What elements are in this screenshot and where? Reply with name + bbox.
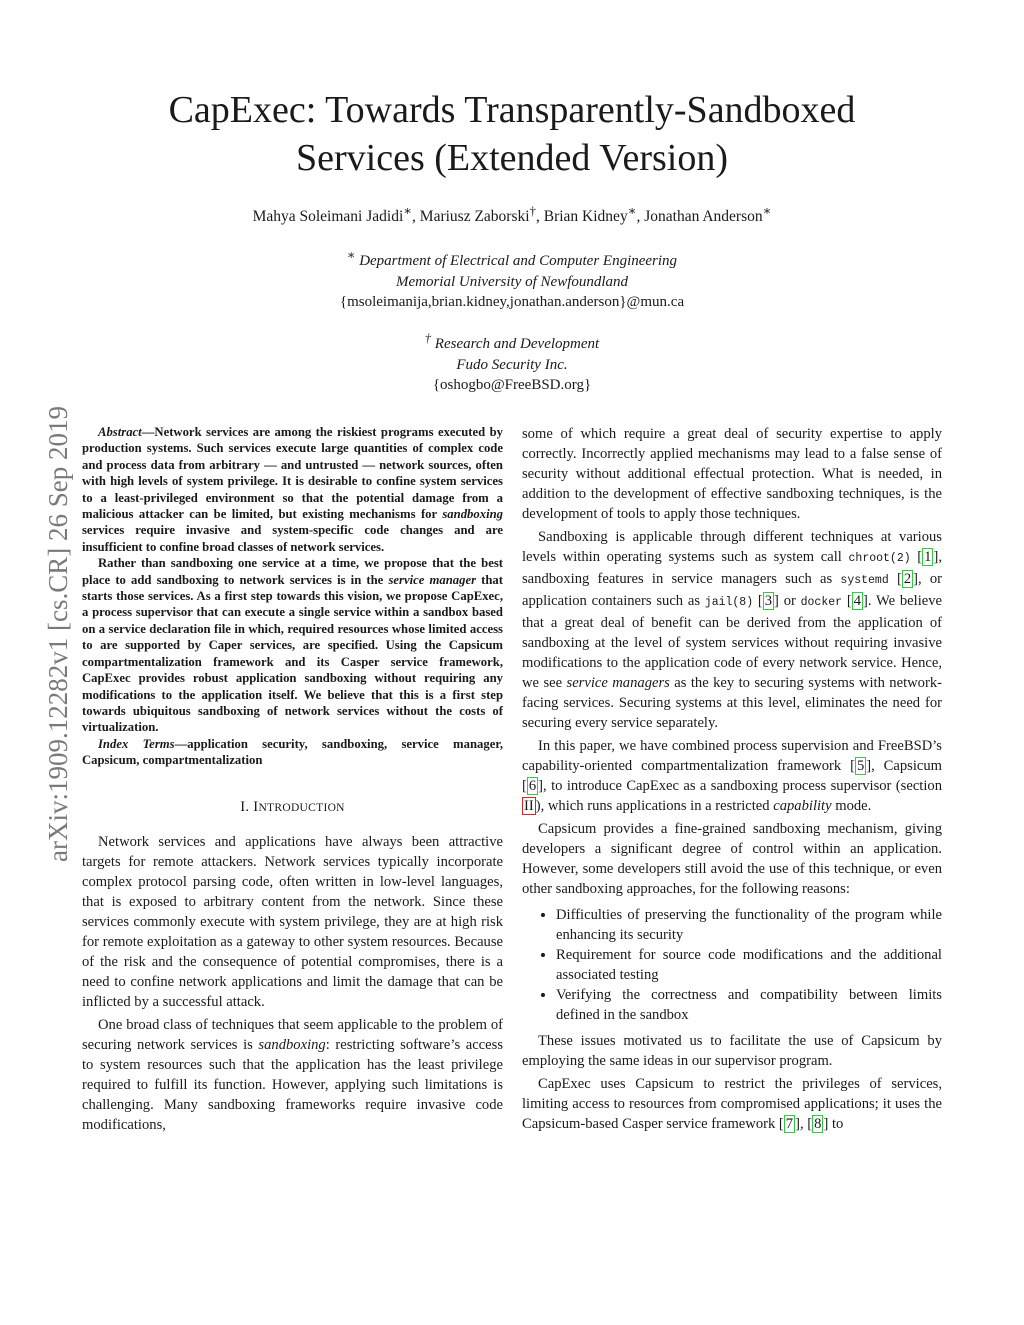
author-1: Mahya Soleimani Jadidi xyxy=(252,208,404,226)
arxiv-stamp: arXiv:1909.12282v1 [cs.CR] 26 Sep 2019 xyxy=(43,406,73,862)
right-paragraph-1: some of which require a great deal of security expertise to apply correctly. Incorrectly applied mechanisms may lead to a false sense of security without additional effectual protection. What is needed, in addition to the development of effective sandboxing techniques, is the development of tools to apply those techniques. xyxy=(522,426,942,522)
abstract: Abstract—Network services are among the riskiest programs executed by production systems. Such services execute large quantities of complex code and process data from arbitrary — and untrusted — network sources, often with high levels of system privilege. It is desirable to confine system services to a least-privileged environment so that the potential damage from a malicious attacker can be limited, but existing mechanisms for sandboxing services require invasive and system-specific code changes and are insufficient to confine broad classes of network services. Rather than sandboxing one service at a time, we propose that the best place to add sandboxing to network services is in the service manager that starts those services. As a first step towards this vision, we propose CapExec, a process supervisor that can execute a single service within a sandbox based on a service declaration file in which, required resources whose limited access to are supported by Caper services, are specified. Using the Capsicum compartmentalization framework and its Casper service framework, CapExec provides robust application sandboxing without requiring any modifications to the application itself. We believe that this is a first step towards ubiquitous sandboxing of network services without the costs of virtualization. Index Terms—application security, sandboxing, service manager, Capsicum, compartmentalization xyxy=(82,425,503,768)
citation-link[interactable]: 1 xyxy=(924,549,932,565)
right-paragraph-6: CapExec uses Capsicum to restrict the privileges of services, limiting access to resources from compromised applications; it uses the Capsicum-based Casper service framework [ 7 ], [ 8 ] to xyxy=(522,1076,942,1132)
list-item: • Requirement for source code modifications and the additional associated testing xyxy=(556,945,942,985)
affiliation-2-org: Fudo Security Inc. xyxy=(456,356,568,373)
left-column xyxy=(82,424,503,1135)
affiliation-1-univ: Memorial University of Newfoundland xyxy=(395,273,629,290)
right-column xyxy=(522,424,942,1134)
abstract-label: Abstract xyxy=(98,425,142,439)
list-item: • Difficulties of preserving the functionality of the program while enhancing its security xyxy=(556,905,942,945)
title-line-1: CapExec: Towards Transparently-Sandboxed xyxy=(168,89,856,131)
affiliation-1-dept: Department of Electrical and Computer Engineering xyxy=(359,253,678,269)
citation-link[interactable]: 3 xyxy=(764,593,773,609)
affiliation-1: ∗ Department of Electrical and Computer Engineering Memorial University of Newfoundland {msoleimanija,brian.kidney,jonathan.anderson}@mun.ca xyxy=(100,245,924,313)
citation-link[interactable]: 8 xyxy=(814,1116,822,1132)
author-list: Mahya Soleimani Jadidi∗, Mariusz Zaborski†, Brian Kidney∗, Jonathan Anderson∗ xyxy=(252,203,772,226)
list-item: • Verifying the correctness and compatibility between limits defined in the sandbox xyxy=(556,985,942,1025)
affiliation-1-email: {msoleimanija,brian.kidney,jonathan.anderson}@mun.ca xyxy=(339,294,685,310)
intro-paragraph-1: Network services and applications have always been attractive targets for remote attackers. Network services typically incorporate complex protocol parsing code, often written in low-level languages, that is exposed to arbitrary content from the network. Since these services commonly execute with system privilege, they are at high risk for remote exploitation as a gateway to other system resources. Because of the risk and the consequence of potential compromises, there is a need to confine network applications and limit the damage that can be inflicted by a successful attack. xyxy=(82,833,503,1010)
reasons-list xyxy=(522,905,942,1025)
author-3: Brian Kidney xyxy=(543,208,628,226)
right-paragraph-2: Sandboxing is applicable through different techniques at various levels within operating systems such as system call chroot(2) [ 1 ], sandboxing features in service managers such as systemd [ 2 ], or application containers such as jail(8) [ 3 ] or docker [ 4 ]. We believe that a great deal of benefit can be derived from the application of sandboxing at the level of system services without requiring invasive modifications to the application code of every network service. Hence, we see service managers as the key to securing systems with network-facing services. Securing systems at this level, eliminates the need for securing every service separately. xyxy=(522,529,942,731)
section-heading-introduction: I. INTRODUCTION xyxy=(240,798,345,815)
citation-link[interactable]: 6 xyxy=(528,778,537,794)
affiliation-2-email: {oshogbo@FreeBSD.org} xyxy=(432,377,592,393)
right-paragraph-3: In this paper, we have combined process supervision and FreeBSD’s capability-oriented compartmentalization framework [ 5 ], Capsicum [ 6 ], to introduce CapExec as a sandboxing process supervisor (section II ), which runs applications in a restricted capability mode. xyxy=(522,738,943,814)
index-terms: Index Terms—application security, sandboxing, service manager, Capsicum, compartmentalization xyxy=(82,736,503,768)
paper-title xyxy=(100,86,924,182)
affiliation-2: † Research and Development Fudo Security Inc. {oshogbo@FreeBSD.org} xyxy=(100,328,924,396)
affiliation-2-dept: Research and Development xyxy=(434,336,600,352)
author-4: Jonathan Anderson xyxy=(644,208,763,226)
section-link[interactable]: II xyxy=(524,798,534,814)
right-paragraph-4: Capsicum provides a fine-grained sandboxing mechanism, giving developers a significant degree of control within an application. However, some developers still avoid the use of this technique, or even other sandboxing approaches, for the following reasons: xyxy=(522,821,942,897)
intro-paragraph-2: One broad class of techniques that seem applicable to the problem of securing network services is sandboxing: restricting software’s access to system resources such that the application has the least privilege required to fulfill its function. However, applying such limitations is challenging. Many sandboxing frameworks require invasive code modifications, xyxy=(82,1016,503,1133)
citation-link[interactable]: 2 xyxy=(903,571,912,587)
citation-link[interactable]: 7 xyxy=(785,1116,794,1132)
citation-link[interactable]: 4 xyxy=(853,593,861,609)
right-paragraph-5: These issues motivated us to facilitate the use of Capsicum by employing the same ideas in our supervisor program. xyxy=(522,1033,942,1069)
author-2: Mariusz Zaborski xyxy=(419,208,530,226)
citation-link[interactable]: 5 xyxy=(856,758,865,774)
title-line-2: Services (Extended Version) xyxy=(296,137,728,179)
